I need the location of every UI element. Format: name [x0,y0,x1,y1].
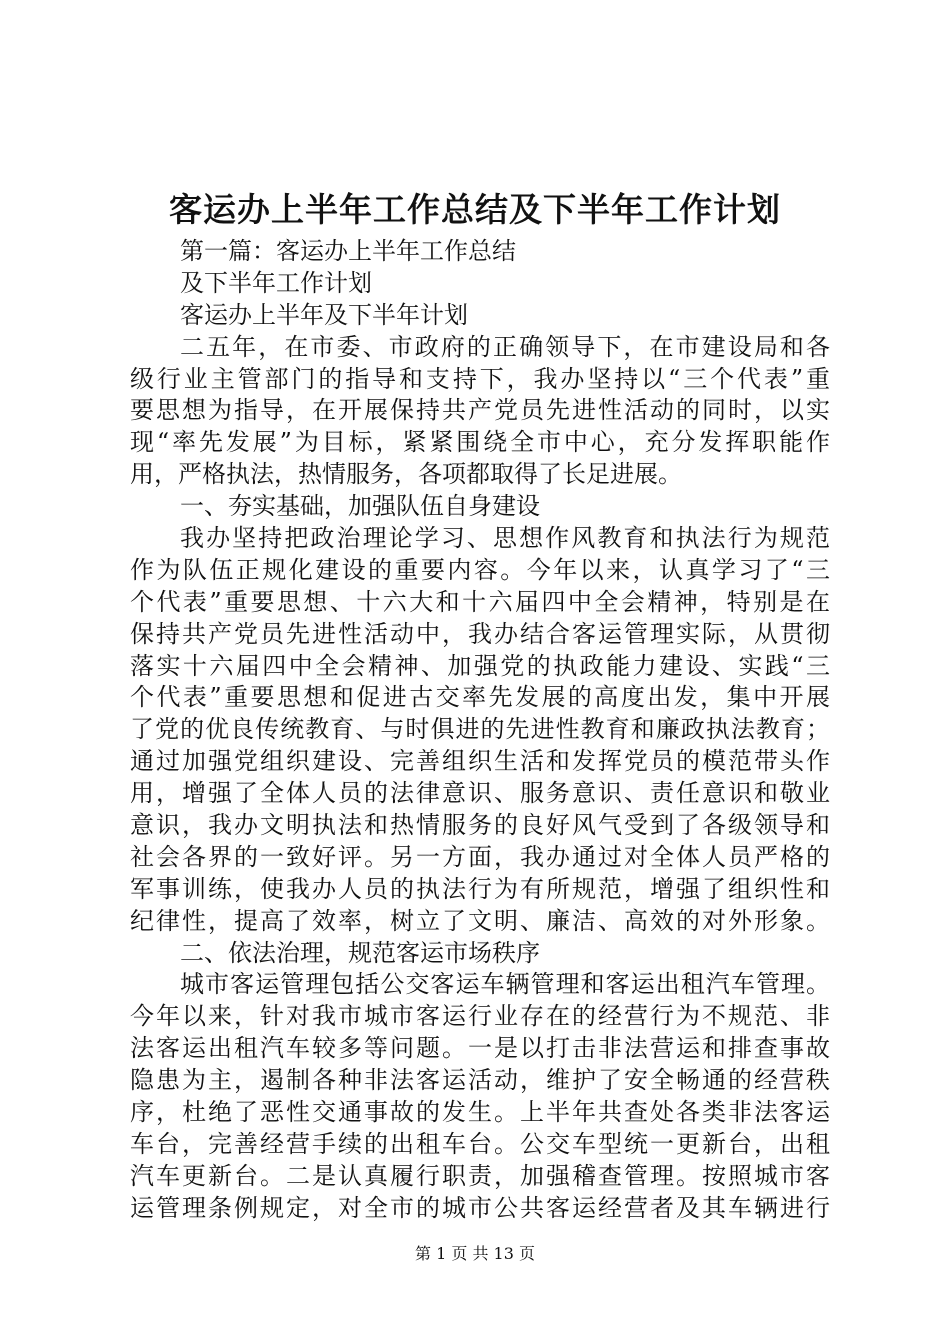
text-line-2: 及下半年工作计划 [180,268,372,297]
text-line-22: 纪律性，提高了效率，树立了文明、廉洁、高效的对外形象。 [130,906,830,935]
text-line-18: 用，增强了全体人员的法律意识、服务意识、责任意识和敬业 [130,779,830,808]
text-line-16: 了党的优良传统教育、与时俱进的先进性教育和廉政执法教育； [130,715,830,744]
text-line-25: 今年以来，针对我市城市客运行业存在的经营行为不规范、非 [130,1002,830,1031]
document-body [130,236,830,1225]
section-heading-1: 一、夯实基础，加强队伍自身建设 [180,492,540,521]
text-line-24: 城市客运管理包括公交客运车辆管理和客运出租汽车管理。 [180,970,830,999]
document-title: 客运办上半年工作总结及下半年工作计划 [169,190,781,229]
section-heading-2: 二、依法治理，规范客运市场秩序 [180,938,540,967]
text-line-14: 落实十六届四中全会精神、加强党的执政能力建设、实践“三 [130,651,830,680]
page-footer: 第 1 页 共 13 页 [415,1244,535,1263]
text-line-13: 保持共产党员先进性活动中，我办结合客运管理实际，从贯彻 [130,619,830,648]
text-line-26: 法客运出租汽车较多等问题。一是以打击非法营运和排查事故 [130,1034,830,1063]
text-line-19: 意识，我办文明执法和热情服务的良好风气受到了各级领导和 [130,811,830,840]
text-line-17: 通过加强党组织建设、完善组织生活和发挥党员的模范带头作 [130,747,830,776]
text-line-11: 作为队伍正规化建设的重要内容。今年以来，认真学习了“三 [130,555,830,584]
text-line-6: 要思想为指导，在开展保持共产党员先进性活动的同时，以实 [130,396,830,425]
text-line-27: 隐患为主，遏制各种非法客运活动，维护了安全畅通的经营秩 [130,1066,830,1095]
text-line-8: 用，严格执法，热情服务，各项都取得了长足进展。 [130,460,682,489]
text-line-5: 级行业主管部门的指导和支持下，我办坚持以“三个代表”重 [130,364,830,393]
text-line-31: 运管理条例规定，对全市的城市公共客运经营者及其车辆进行 [130,1193,830,1222]
text-line-29: 车台，完善经营手续的出租车台。公交车型统一更新台，出租 [130,1129,830,1158]
text-line-3: 客运办上半年及下半年计划 [180,300,468,329]
text-line-10: 我办坚持把政治理论学习、思想作风教育和执法行为规范 [180,524,830,553]
text-line-28: 序，杜绝了恶性交通事故的发生。上半年共查处各类非法客运 [130,1098,830,1127]
text-line-21: 军事训练，使我办人员的执法行为有所规范，增强了组织性和 [130,874,830,903]
text-line-7: 现“率先发展”为目标，紧紧围绕全市中心，充分发挥职能作 [130,428,830,457]
text-line-1: 第一篇：客运办上半年工作总结 [180,237,516,265]
text-line-30: 汽车更新台。二是认真履行职责，加强稽查管理。按照城市客 [130,1161,830,1190]
text-line-20: 社会各界的一致好评。另一方面，我办通过对全体人员严格的 [130,842,830,871]
text-line-12: 个代表”重要思想、十六大和十六届四中全会精神，特别是在 [130,587,830,616]
text-line-15: 个代表”重要思想和促进古交率先发展的高度出发，集中开展 [130,683,830,712]
text-line-4: 二五年，在市委、市政府的正确领导下，在市建设局和各 [180,332,830,361]
